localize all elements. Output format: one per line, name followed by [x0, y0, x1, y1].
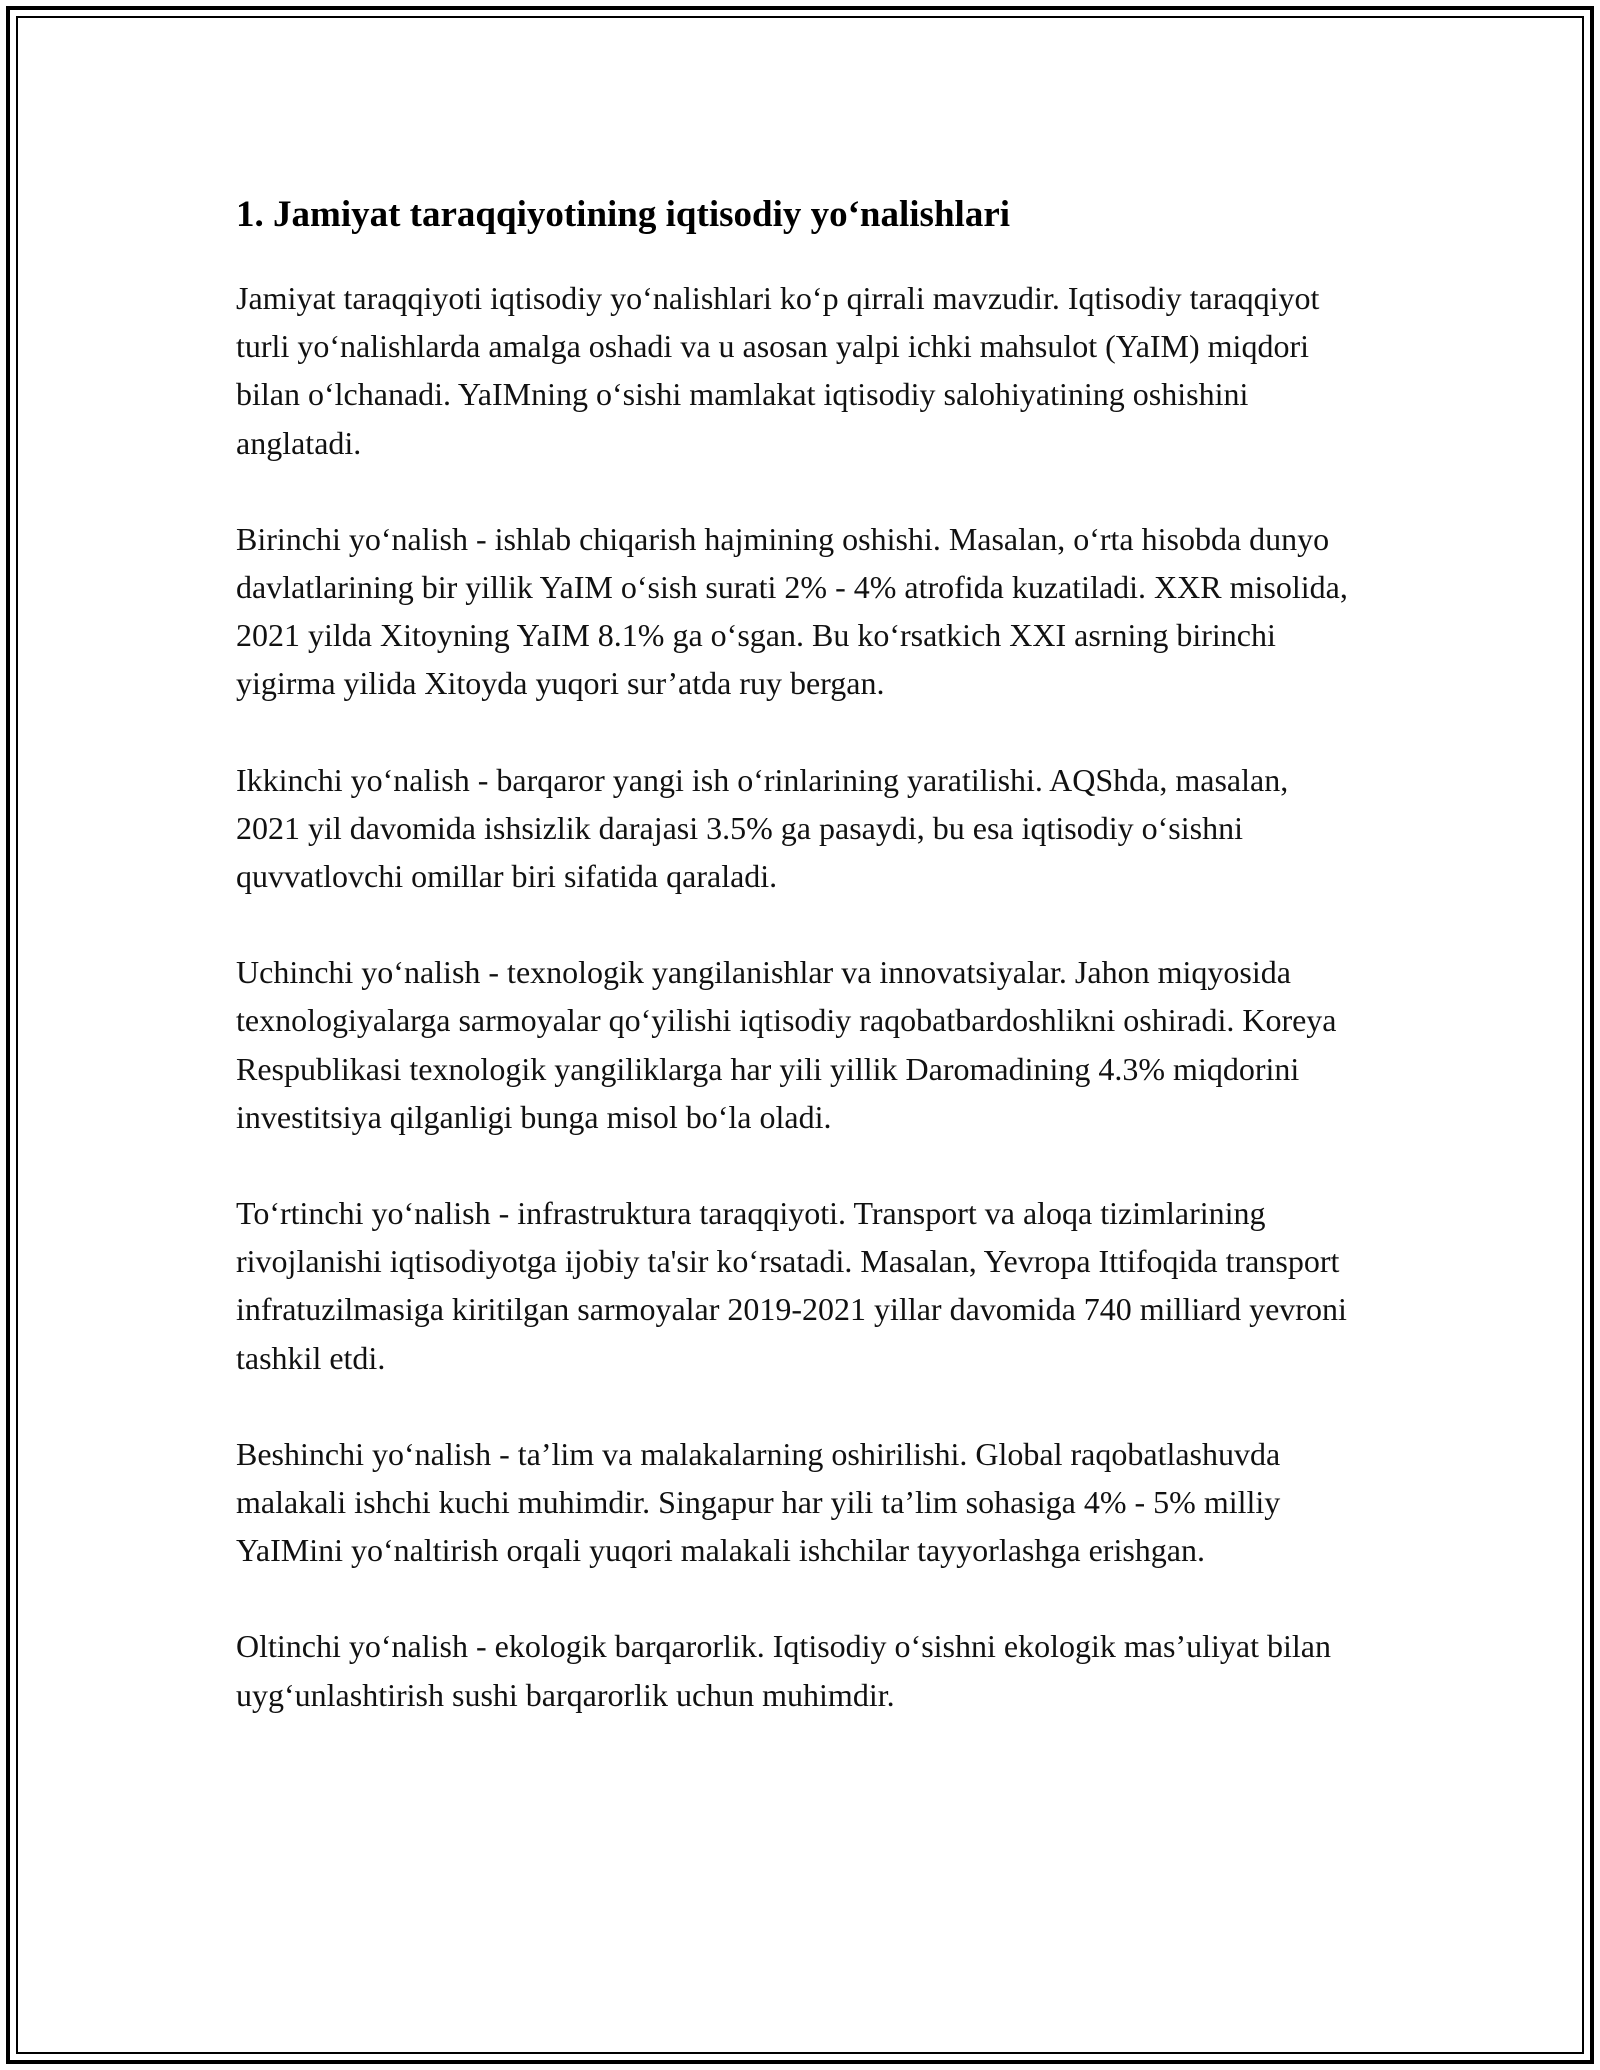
paragraph-fourth-direction: To‘rtinchi yo‘nalish - infrastruktura taraqqiyoti. Transport va aloqa tizimlarining rivojlanishi iqtisodiyotga ijobiy ta'sir ko‘rsatadi. Masalan, Yevropa Ittifoqida transport infratuzilmasiga kiritilgan sarmoyalar 2019-2021 yillar davomida 740 milliard yevroni tashkil etdi.	[236, 1195, 1347, 1376]
section-heading: 1. Jamiyat taraqqiyotining iqtisodiy yo‘nalishlari	[236, 194, 1011, 235]
paragraph-second-direction: Ikkinchi yo‘nalish - barqaror yangi ish o‘rinlarining yaratilishi. AQShda, masalan, 2021 yil davomida ishsizlik darajasi 3.5% ga pasaydi, bu esa iqtisodiy o‘sishni quvvatlovchi omillar biri sifatida qaraladi.	[236, 761, 1289, 895]
paragraph-sixth-direction: Oltinchi yo‘nalish - ekologik barqarorlik. Iqtisodiy o‘sishni ekologik mas’uliyat bilan uyg‘unlashtirish sushi barqarorlik uchun muhimdir.	[236, 1628, 1331, 1713]
paragraph-third-direction: Uchinchi yo‘nalish - texnologik yangilanishlar va innovatsiyalar. Jahon miqyosida texnologiyalarga sarmoyalar qo‘yilishi iqtisodiy raqobatbardoshlikni oshiradi. Koreya Respublikasi texnologik yangiliklarga har yili yillik Daromadining 4.3% miqdorini investitsiya qilganligi bunga misol bo‘la oladi.	[236, 954, 1337, 1135]
paragraph-fifth-direction: Beshinchi yo‘nalish - ta’lim va malakalarning oshirilishi. Global raqobatlashuvda malakali ishchi kuchi muhimdir. Singapur har yili ta’lim sohasiga 4% - 5% milliy YaIMini yo‘naltirish orqali yuqori malakali ishchilar tayyorlashga erishgan.	[236, 1435, 1281, 1569]
paragraph-intro: Jamiyat taraqqiyoti iqtisodiy yo‘nalishlari ko‘p qirrali mavzudir. Iqtisodiy taraqqiyot turli yo‘nalishlarda amalga oshadi va u asosan yalpi ichki mahsulot (YaIM) miqdori bilan o‘lchanadi. YaIMning o‘sishi mamlakat iqtisodiy salohiyatining oshishini anglatadi.	[236, 280, 1320, 461]
document-body	[236, 186, 1356, 1719]
paragraph-first-direction: Birinchi yo‘nalish - ishlab chiqarish hajmining oshishi. Masalan, o‘rta hisobda dunyo davlatlarining bir yillik YaIM o‘sish surati 2% - 4% atrofida kuzatiladi. XXR misolida, 2021 yilda Xitoyning YaIM 8.1% ga o‘sgan. Bu ko‘rsatkich XXI asrning birinchi yigirma yilida Xitoyda yuqori sur’atda ruy bergan.	[236, 520, 1348, 702]
